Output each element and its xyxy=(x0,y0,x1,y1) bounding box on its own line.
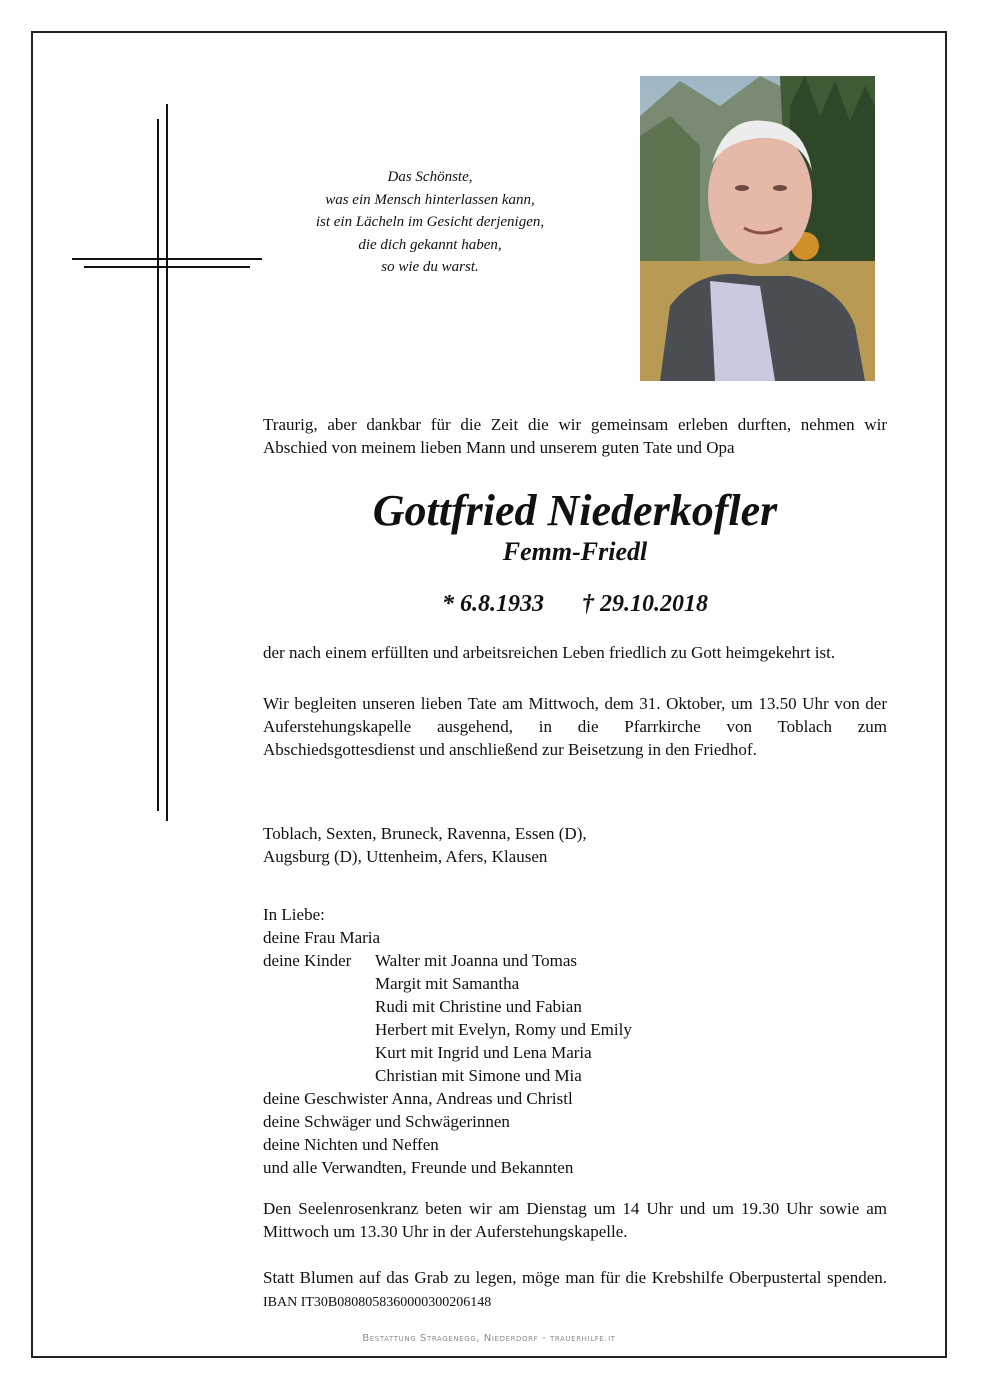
child-entry: Herbert mit Evelyn, Romy und Emily xyxy=(375,1020,632,1039)
iban: IBAN IT30B0808058360000300206148 xyxy=(263,1295,492,1310)
footer-credit: Bestattung Stragenegg, Niederdorf - trauerhilfe.it xyxy=(362,1333,616,1344)
child-entry: Rudi mit Christine und Fabian xyxy=(375,997,582,1016)
mourner-wife: deine Frau Maria xyxy=(263,928,381,947)
poem-line: die dich gekannt haben, xyxy=(358,236,502,253)
funeral-text: Wir begleiten unseren lieben Tate am Mittwoch, dem 31. Oktober, um 13.50 Uhr von der Auferstehungskapelle ausgehend, in die Pfarrkirche von Toblach zum Abschiedsgottesdienst und anschließend zur Beisetzung in den Friedhof. xyxy=(263,694,887,759)
mourners-heading: In Liebe: xyxy=(263,905,325,924)
rosary-text: Den Seelenrosenkranz beten wir am Dienstag um 14 Uhr und um 19.30 Uhr sowie am Mittwoch um 13.30 Uhr in der Auferstehungskapelle. xyxy=(263,1199,887,1241)
child-entry: Margit mit Samantha xyxy=(375,974,520,993)
donation-note: Statt Blumen auf das Grab zu legen, möge man für die Krebshilfe Oberpustertal spenden. xyxy=(263,1268,887,1287)
child-entry: Walter mit Joanna und Tomas xyxy=(375,951,578,970)
places-line: Toblach, Sexten, Bruneck, Ravenna, Essen (D), xyxy=(263,824,587,843)
child-entry: Christian mit Simone und Mia xyxy=(375,1066,582,1085)
mourner-entry: und alle Verwandten, Freunde und Bekannten xyxy=(263,1158,574,1177)
mourners-list xyxy=(263,903,632,1179)
poem xyxy=(300,166,560,279)
deceased-name: Gottfried Niederkofler xyxy=(372,486,778,535)
places-list xyxy=(263,822,887,868)
portrait-photo xyxy=(640,76,875,381)
child-entry: Kurt mit Ingrid und Lena Maria xyxy=(375,1043,592,1062)
death-date: † 29.10.2018 xyxy=(582,591,708,617)
places-line: Augsburg (D), Uttenheim, Afers, Klausen xyxy=(263,847,548,866)
poem-line: Das Schönste, xyxy=(387,169,473,185)
mourner-entry: deine Nichten und Neffen xyxy=(263,1135,439,1154)
birth-date: * 6.8.1933 xyxy=(442,591,544,617)
poem-line: was ein Mensch hinterlassen kann, xyxy=(325,191,535,208)
intro-text: Traurig, aber dankbar für die Zeit die wir gemeinsam erleben durften, nehmen wir Abschied von meinem lieben Mann und unserem guten Tate und Opa xyxy=(263,415,887,457)
after-death-text: der nach einem erfüllten und arbeitsreichen Leben friedlich zu Gott heimgekehrt ist. xyxy=(263,643,836,662)
children-label: deine Kinder xyxy=(263,951,352,970)
poem-line: ist ein Lächeln im Gesicht derjenigen, xyxy=(315,214,545,230)
poem-line: so wie du warst. xyxy=(381,259,479,275)
mourner-entry: deine Geschwister Anna, Andreas und Christl xyxy=(263,1089,573,1108)
nickname: Femm-Friedl xyxy=(502,537,648,566)
mourner-entry: deine Schwäger und Schwägerinnen xyxy=(263,1112,510,1131)
life-dates xyxy=(263,589,887,619)
donation-text xyxy=(263,1266,887,1314)
